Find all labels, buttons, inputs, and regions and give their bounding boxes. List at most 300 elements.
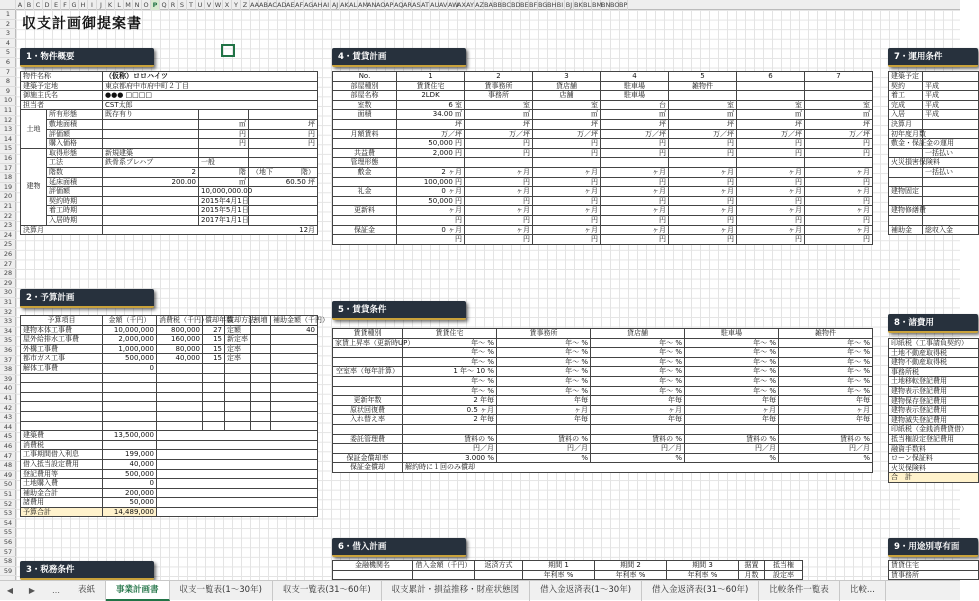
summary-value[interactable]: 50,000 [103,498,157,508]
table-cell[interactable]: 賃料の % [779,434,873,444]
table-cell[interactable]: 年～ % [685,348,779,358]
table-cell[interactable]: ヶ月 [669,167,737,177]
row-header[interactable]: 9 [0,87,16,97]
table-cell[interactable]: 年～ % [403,348,497,358]
summary-value[interactable]: 40,000 [103,459,157,469]
table-cell[interactable]: 円 [805,196,873,206]
row-header[interactable]: 24 [0,231,16,241]
table-cell[interactable] [271,373,318,383]
table-cell[interactable]: 2 ヶ月 [397,167,465,177]
table-cell[interactable]: 店舗 [533,91,601,101]
table-cell[interactable]: 事務所 [465,91,533,101]
table-cell[interactable]: ヶ月 [533,206,601,216]
column-header[interactable]: AM [358,1,369,9]
table-cell[interactable]: ㎡ [199,119,249,129]
table-cell[interactable] [251,335,271,345]
table-cell[interactable] [251,421,271,431]
row-header[interactable]: 51 [0,490,16,500]
corner-cell[interactable] [0,0,16,10]
table-cell[interactable]: 0.5 ヶ月 [403,405,497,415]
row-header[interactable]: 39 [0,375,16,385]
row-header[interactable]: 7 [0,68,16,78]
table-cell[interactable]: ヶ月 [737,206,805,216]
summary-value[interactable]: 0 [103,479,157,489]
column-header[interactable]: BN [601,1,611,9]
table-cell[interactable]: 円 [601,148,669,158]
column-header[interactable]: R [169,0,178,10]
table-cell[interactable]: 2LDK [397,91,465,101]
column-header[interactable]: BG [538,1,548,9]
row-header[interactable]: 15 [0,144,16,154]
table-cell[interactable]: 総収入金 [923,225,979,235]
table-cell[interactable] [103,402,157,412]
table-cell[interactable]: 坪 [533,119,601,129]
table-cell[interactable] [601,158,669,168]
row-header[interactable]: 38 [0,365,16,375]
table-cell[interactable]: 坪 [397,119,465,129]
summary-value[interactable]: 200,000 [103,488,157,498]
table-cell[interactable] [805,91,873,101]
table-cell[interactable] [403,424,497,434]
table-cell[interactable]: 円 [669,235,737,245]
table-cell[interactable]: 年～ % [779,357,873,367]
tab-scroll-left-icon[interactable]: ◀ [6,586,14,595]
table-cell[interactable]: 円 [465,139,533,149]
table-cell[interactable]: 15 [203,344,225,354]
table-cell[interactable]: 年～ % [497,348,591,358]
table-cell[interactable]: 年～ % [403,376,497,386]
table-cell[interactable] [21,383,103,393]
row-header[interactable]: 16 [0,154,16,164]
table-cell[interactable]: ヶ月 [497,405,591,415]
table-cell[interactable] [225,373,251,383]
table-cell[interactable]: 万／坪 [533,129,601,139]
column-header[interactable]: C [34,0,43,10]
table-cell[interactable]: 500,000 [103,354,157,364]
column-header[interactable]: AT [421,1,429,9]
column-header[interactable]: T [187,0,196,10]
table-cell[interactable] [251,411,271,421]
table-cell[interactable]: 円 [669,215,737,225]
table-cell[interactable]: 円 [805,215,873,225]
table-cell[interactable]: 60.50 坪 [249,177,318,187]
table-cell[interactable]: 2,000,000 [103,335,157,345]
row-header[interactable]: 46 [0,442,16,452]
table-cell[interactable]: 40,000 [157,354,203,364]
column-header[interactable]: D [43,0,52,10]
table-cell[interactable]: 円 [199,139,249,149]
table-cell[interactable]: 平成 [923,110,979,120]
table-cell[interactable]: 駐車場 [601,91,669,101]
table-cell[interactable]: 坪 [249,119,318,129]
table-cell[interactable]: 2015年4月1日 [199,196,249,206]
table-cell[interactable]: 2,000 円 [397,148,465,158]
table-cell[interactable]: 2 [103,167,199,177]
sheet-tab[interactable]: 表紙 [68,581,106,601]
table-cell[interactable]: 貸店舗 [533,81,601,91]
table-cell[interactable]: 円 [737,215,805,225]
column-header[interactable]: AN [367,1,377,9]
table-cell[interactable]: 160,000 [157,335,203,345]
column-header[interactable]: BI [556,1,564,9]
table-cell[interactable]: 室 [669,100,737,110]
column-header[interactable]: BF [529,1,538,9]
row-header[interactable]: 1 [0,10,16,20]
table-cell[interactable]: 円／月 [779,444,873,454]
table-cell[interactable]: 万／坪 [465,129,533,139]
table-cell[interactable]: 台 [601,100,669,110]
table-cell[interactable]: 年毎 [685,415,779,425]
row-header[interactable]: 22 [0,212,16,222]
table-cell[interactable] [157,421,203,431]
table-cell[interactable]: 平成 [923,81,979,91]
table-cell[interactable]: ヶ月 [465,225,533,235]
table-cell[interactable]: 800,000 [157,325,203,335]
table-cell[interactable] [225,421,251,431]
table-cell[interactable] [805,158,873,168]
row-header[interactable]: 13 [0,125,16,135]
table-cell[interactable]: ヶ月 [601,225,669,235]
table-cell[interactable]: 年～ % [497,376,591,386]
table-cell[interactable]: 15 [203,335,225,345]
column-header[interactable]: K [106,0,115,10]
column-header[interactable]: X [223,0,232,10]
bukken-name-value[interactable]: （仮称）ロロハイツ [103,72,318,82]
table-cell[interactable]: 80,000 [157,344,203,354]
table-cell[interactable]: 円 [669,139,737,149]
table-cell[interactable] [685,424,779,434]
table-cell[interactable]: ヶ月 [465,167,533,177]
table-cell[interactable]: 6 室 [397,100,465,110]
table-cell[interactable]: 年～ % [779,348,873,358]
table-cell[interactable]: 円 [533,196,601,206]
table-cell[interactable] [251,373,271,383]
table-cell[interactable]: 円 [669,177,737,187]
table-cell[interactable]: 円 [199,129,249,139]
table-cell[interactable]: 年～ % [591,357,685,367]
table-cell[interactable] [923,196,979,206]
table-cell[interactable]: 10,000,000.00 [199,187,249,197]
table-cell[interactable]: 1,000,000 [103,344,157,354]
sheet-tab[interactable]: 比較... [840,581,886,601]
column-header[interactable]: AV [439,1,448,9]
table-cell[interactable]: 万／坪 [805,129,873,139]
table-cell[interactable] [779,424,873,434]
table-cell[interactable] [103,139,199,149]
column-header[interactable]: AF [295,1,304,9]
table-cell[interactable]: 円 [397,235,465,245]
table-cell[interactable]: 年～ % [685,386,779,396]
table-cell[interactable]: 賃事務所 [465,81,533,91]
table-cell[interactable]: ヶ月 [805,206,873,216]
table-cell[interactable] [103,206,199,216]
table-cell[interactable]: 既存有り [103,110,199,120]
table-cell[interactable]: ヶ月 [591,405,685,415]
column-header[interactable]: BE [520,1,529,9]
table-cell[interactable]: ヶ月 [601,167,669,177]
column-header[interactable]: AE [286,1,295,9]
table-cell[interactable]: 万／坪 [601,129,669,139]
sheet-tab[interactable]: 比較条件一覧表 [759,581,840,601]
table-cell[interactable]: 年毎 [779,396,873,406]
table-cell[interactable]: 円／月 [497,444,591,454]
table-cell[interactable] [199,148,249,158]
table-cell[interactable]: 15 [203,354,225,364]
table-cell[interactable]: 年毎 [779,415,873,425]
table-cell[interactable]: 賃貸住宅 [397,81,465,91]
row-header[interactable]: 3 [0,29,16,39]
table-cell[interactable]: 40 [271,325,318,335]
column-header[interactable]: AH [313,1,323,9]
row-header[interactable]: 8 [0,77,16,87]
summary-value[interactable] [103,440,157,450]
table-cell[interactable]: ヶ月 [805,187,873,197]
table-cell[interactable] [923,72,979,82]
table-cell[interactable]: 円 [805,177,873,187]
table-cell[interactable]: 円 [737,196,805,206]
column-header[interactable]: L [115,0,124,10]
column-header[interactable]: F [61,0,70,10]
row-header[interactable]: 10 [0,96,16,106]
table-cell[interactable]: 50,000 円 [397,139,465,149]
table-cell[interactable]: ヶ月 [737,225,805,235]
table-cell[interactable]: 円 [249,139,318,149]
table-cell[interactable] [157,383,203,393]
row-header[interactable]: 36 [0,346,16,356]
table-cell[interactable]: 50,000 円 [397,196,465,206]
table-cell[interactable] [271,402,318,412]
table-cell[interactable]: 0 [103,363,157,373]
table-cell[interactable]: 円／月 [685,444,779,454]
table-cell[interactable]: 年～ % [403,357,497,367]
table-cell[interactable]: 年毎 [497,396,591,406]
table-cell[interactable]: 27 [203,325,225,335]
table-cell[interactable]: 年～ % [779,367,873,377]
table-cell[interactable]: ㎡ [533,110,601,120]
table-cell[interactable]: 円 [737,148,805,158]
table-cell[interactable]: 円 [601,215,669,225]
table-cell[interactable] [669,158,737,168]
column-header[interactable]: Z [241,0,250,10]
table-cell[interactable]: 年～ % [779,376,873,386]
table-cell[interactable]: 年毎 [685,396,779,406]
table-cell[interactable]: 年～ % [591,348,685,358]
table-cell[interactable]: 一般 [199,158,249,168]
row-header[interactable]: 27 [0,260,16,270]
table-cell[interactable]: 年～ % [591,367,685,377]
column-header[interactable]: I [88,0,97,10]
row-header[interactable]: 37 [0,356,16,366]
table-cell[interactable]: 円 [533,148,601,158]
table-cell[interactable]: 解体工事費 [21,363,103,373]
table-cell[interactable]: 年～ % [497,338,591,348]
row-header[interactable]: 53 [0,509,16,519]
table-cell[interactable]: 200.00 [103,177,199,187]
table-cell[interactable] [103,119,199,129]
table-cell[interactable] [251,402,271,412]
table-cell[interactable]: 万／坪 [397,129,465,139]
row-header[interactable]: 33 [0,317,16,327]
row-header[interactable]: 2 [0,20,16,30]
column-header[interactable]: AR [403,1,412,9]
table-cell[interactable]: 円 [465,148,533,158]
table-cell[interactable]: 屋外給排水工事費 [21,335,103,345]
summary-value[interactable]: 14,489,000 [103,507,157,517]
table-cell[interactable]: 年～ % [779,386,873,396]
table-cell[interactable]: 万／坪 [669,129,737,139]
table-cell[interactable]: 円 [805,139,873,149]
column-header[interactable]: U [196,0,205,10]
table-cell[interactable]: 2017年1月1日 [199,215,249,225]
table-cell[interactable]: 一括払い [923,148,979,158]
column-header[interactable]: AO [376,1,386,9]
table-cell[interactable]: 年～ % [685,376,779,386]
table-cell[interactable]: % [779,453,873,463]
table-cell[interactable]: 一括払い [923,167,979,177]
table-cell[interactable]: 円 [533,139,601,149]
table-cell[interactable]: 雑物件 [669,81,737,91]
table-cell[interactable]: ヶ月 [465,206,533,216]
table-cell[interactable]: 0 ヶ月 [397,225,465,235]
row-header[interactable]: 26 [0,250,16,260]
column-header[interactable]: BC [502,1,511,9]
sheet-tab[interactable]: 収支累計・損益推移・財産状態図 [382,581,531,601]
column-header[interactable]: AC [268,1,277,9]
table-cell[interactable] [103,215,199,225]
row-header[interactable]: 31 [0,298,16,308]
table-cell[interactable] [103,187,199,197]
table-cell[interactable] [271,383,318,393]
column-header[interactable]: P [151,0,160,10]
table-cell[interactable]: 坪 [805,119,873,129]
column-header[interactable]: AP [385,1,394,9]
column-header[interactable]: W [214,1,222,9]
table-cell[interactable] [249,110,318,120]
column-header[interactable]: BB [493,1,502,9]
table-cell[interactable]: % [591,453,685,463]
row-header[interactable]: 41 [0,394,16,404]
table-cell[interactable] [251,383,271,393]
table-cell[interactable]: 円 [533,235,601,245]
table-cell[interactable] [737,91,805,101]
table-cell[interactable]: 2 年毎 [403,396,497,406]
row-header[interactable]: 14 [0,135,16,145]
column-header[interactable]: BJ [565,1,573,9]
table-cell[interactable] [271,392,318,402]
column-header[interactable]: BH [547,1,557,9]
table-cell[interactable] [103,411,157,421]
table-cell[interactable]: 坪 [669,119,737,129]
table-cell[interactable]: 円 [601,177,669,187]
table-cell[interactable]: ㎡ [669,110,737,120]
table-cell[interactable]: ㎡ [601,110,669,120]
row-header[interactable]: 49 [0,471,16,481]
column-header[interactable]: AJ [331,1,339,9]
table-cell[interactable]: ㎡ [737,110,805,120]
table-cell[interactable]: ヶ月 [737,167,805,177]
table-cell[interactable]: 円 [737,235,805,245]
table-cell[interactable] [271,335,318,345]
column-header[interactable]: H [79,0,88,10]
row-header[interactable]: 23 [0,221,16,231]
row-header[interactable]: 5 [0,48,16,58]
table-cell[interactable] [21,421,103,431]
column-header[interactable]: AY [466,1,474,9]
table-cell[interactable]: ヶ月 [737,187,805,197]
table-cell[interactable] [249,196,318,206]
table-cell[interactable]: ヶ月 [533,225,601,235]
table-cell[interactable] [271,363,318,373]
table-cell[interactable]: 年～ % [497,386,591,396]
table-cell[interactable]: 円 [737,139,805,149]
row-header[interactable]: 52 [0,500,16,510]
summary-value[interactable]: 199,000 [103,450,157,460]
column-header[interactable]: J [97,0,106,10]
table-cell[interactable] [923,177,979,187]
row-header[interactable]: 19 [0,183,16,193]
table-cell[interactable]: 円 [465,177,533,187]
summary-value[interactable]: 500,000 [103,469,157,479]
table-cell[interactable]: 室 [533,100,601,110]
row-header[interactable]: 42 [0,404,16,414]
bukken-settle-value[interactable]: 12月 [103,225,318,235]
table-cell[interactable]: 室 [737,100,805,110]
row-header[interactable]: 48 [0,461,16,471]
column-header[interactable]: AB [259,1,268,9]
table-cell[interactable]: 円 [465,215,533,225]
column-header[interactable]: AL [349,1,358,9]
table-cell[interactable] [225,411,251,421]
column-header[interactable]: E [52,0,61,10]
row-header[interactable]: 6 [0,58,16,68]
row-header[interactable]: 58 [0,557,16,567]
table-cell[interactable] [737,158,805,168]
table-cell[interactable] [923,187,979,197]
table-cell[interactable] [923,215,979,225]
table-cell[interactable]: 平成 [923,91,979,101]
table-cell[interactable]: 年～ % [497,357,591,367]
row-header[interactable]: 32 [0,308,16,318]
table-cell[interactable] [923,206,979,216]
table-cell[interactable] [199,110,249,120]
table-cell[interactable]: 34.00 ㎡ [397,110,465,120]
row-header[interactable]: 12 [0,116,16,126]
sheet-tab[interactable]: 借入金返済表(1～30年) [530,581,642,601]
table-cell[interactable] [103,373,157,383]
table-cell[interactable]: 年毎 [591,396,685,406]
table-cell[interactable]: 新定率 [225,335,251,345]
table-cell[interactable]: % [685,453,779,463]
table-cell[interactable]: 坪 [601,119,669,129]
table-cell[interactable]: 賃料の % [591,434,685,444]
table-cell[interactable]: 賃料の % [497,434,591,444]
table-cell[interactable] [251,344,271,354]
table-cell[interactable]: 年～ % [685,338,779,348]
table-cell[interactable]: 年毎 [591,415,685,425]
table-cell[interactable]: 室 [465,100,533,110]
column-header[interactable]: AU [430,1,440,9]
column-header[interactable]: Q [160,0,169,10]
column-header[interactable]: AG [304,1,314,9]
table-cell[interactable]: 年～ % [591,338,685,348]
table-cell[interactable]: 平成 [923,100,979,110]
table-cell[interactable]: ヶ月 [779,405,873,415]
column-header[interactable]: AD [277,1,287,9]
table-cell[interactable]: 2 年毎 [403,415,497,425]
table-cell[interactable] [249,187,318,197]
column-header[interactable]: AX [457,1,466,9]
table-cell[interactable]: ㎡ [465,110,533,120]
